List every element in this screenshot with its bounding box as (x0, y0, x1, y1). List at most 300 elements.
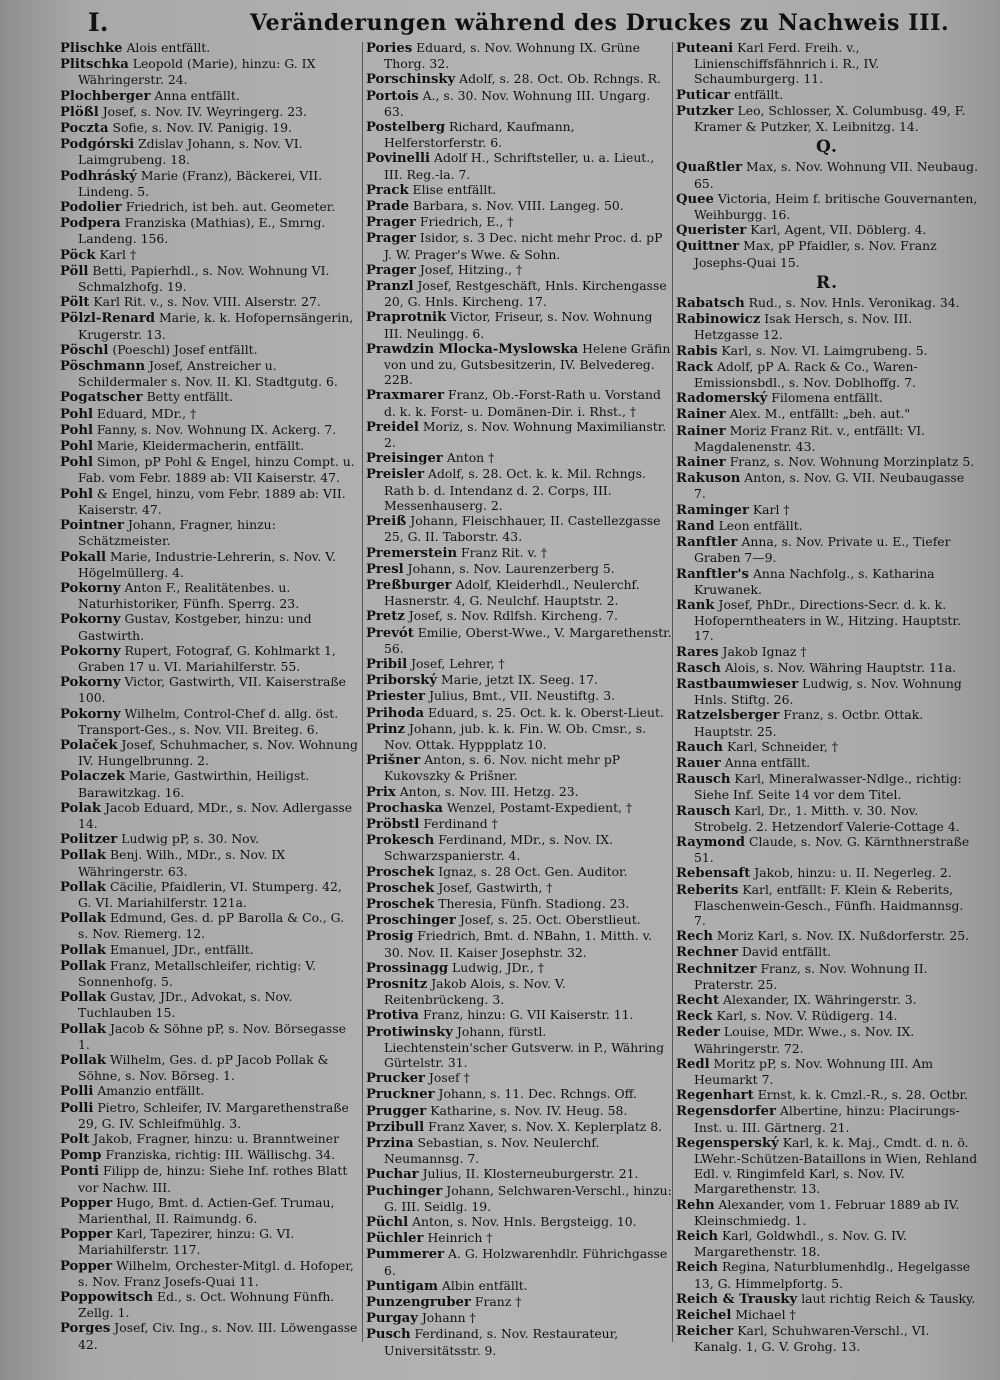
entry-text: Elise entfällt. (412, 181, 497, 197)
directory-entry (366, 341, 672, 388)
directory-entry (366, 182, 672, 198)
directory-entry (676, 1197, 978, 1228)
directory-entry (676, 1087, 978, 1103)
entry-name: Pokorny (60, 675, 121, 691)
entry-name: Rack (676, 359, 713, 375)
entry-name: Puntigam (366, 1278, 438, 1294)
entry-text: Wilhelm, Ges. d. pP Jacob Pollak & Söhne, s. Nov. Börseg. 1. (78, 1052, 329, 1084)
entry-name: Pollak (60, 879, 107, 895)
directory-entry (60, 1083, 358, 1099)
entry-text: Anton F., Realitätenbes. u. Naturhistoriker, Fünfh. Sperrg. 23. (78, 579, 300, 612)
entry-name: Polaček (60, 737, 118, 753)
directory-entry (60, 674, 358, 705)
entry-text: Josef, Anstreicher u. Schildermaler s. Nov. II. Kl. Stadtgutg. 6. (78, 358, 338, 390)
entry-text: Anton, s. Nov. Hnls. Bergsteigg. 10. (412, 1214, 637, 1230)
entry-name: Prosnitz (366, 976, 428, 992)
directory-entry (60, 486, 358, 517)
entry-text: Isak Hersch, s. Nov. III. Hetzgasse 12. (694, 311, 913, 343)
page-title: Veränderungen während des Druckes zu Nachweis III. (250, 10, 950, 36)
directory-entry (60, 1163, 358, 1194)
entry-name: Rausch (676, 803, 731, 819)
entry-text: Karl, s. Nov. V. Rüdigerg. 14. (716, 1008, 898, 1024)
entry-text: Ferdinand † (423, 815, 498, 831)
directory-entry (60, 989, 358, 1020)
entry-text: Emanuel, JDr., entfällt. (110, 941, 254, 957)
entry-text: Alois, s. Nov. Währing Hauptstr. 11a. (724, 659, 957, 675)
entry-name: Poczta (60, 121, 109, 137)
directory-entry (60, 168, 358, 199)
entry-text: Franz Rit. v. † (461, 544, 548, 560)
entry-text: Friedrich, Bmt. d. NBahn, 1. Mitth. v. 30. Nov. II. Kaiser Josephstr. 32. (384, 928, 653, 960)
entry-name: Rastbaumwieser (676, 676, 799, 692)
entry-text: Josef, Civ. Ing., s. Nov. III. Löwengasse 42. (78, 1320, 358, 1352)
directory-entry (676, 928, 978, 944)
directory-entry (676, 1228, 978, 1259)
directory-entry (366, 896, 672, 912)
entry-name: Rares (676, 644, 719, 660)
column-1 (60, 40, 358, 1352)
directory-entry (676, 470, 978, 501)
entry-text: Wilhelm, Orchester-Mitgl. d. Hofoper, s. Nov. Franz Josefs-Quai 11. (78, 1257, 354, 1289)
entry-name: Radomerský (676, 391, 768, 407)
directory-entry (366, 784, 672, 800)
entry-text: Friedrich, ist beh. aut. Geometer. (125, 199, 336, 215)
entry-name: Polaczek (60, 769, 125, 785)
directory-entry (366, 912, 672, 928)
entry-name: Prawdzin Mlocka-Myslowska (366, 341, 579, 357)
entry-text: Helene Gräfin von und zu, Gutsbesitzerin, IV. Belvedereg. 22B. (384, 340, 671, 388)
entry-text: Jacob & Söhne pP, s. Nov. Börsegasse 1. (78, 1020, 346, 1052)
directory-entry (366, 71, 672, 87)
entry-text: Josef, PhDr., Directions-Secr. d. k. k. Hofoperntheaters in W., Hitzing. Hauptstr. 17. (694, 596, 961, 644)
entry-name: Rand (676, 518, 715, 534)
entry-text: Karl, Tapezirer, hinzu: G. VI. Mariahilferstr. 117. (78, 1226, 295, 1258)
directory-entry (676, 406, 978, 422)
entry-name: Pollak (60, 848, 107, 864)
section-letter: Q. (816, 137, 838, 158)
directory-entry (676, 295, 978, 311)
entry-name: Rasch (676, 660, 721, 676)
entry-name: Pomp (60, 1148, 102, 1164)
directory-entry (366, 705, 672, 721)
entry-text: Wenzel, Postamt-Expedient, † (446, 799, 633, 815)
directory-entry (60, 831, 358, 847)
entry-text: Marie (Franz), Bäckerei, VII. Lindeng. 5. (78, 167, 323, 199)
directory-entry (676, 502, 978, 518)
directory-entry (60, 438, 358, 454)
directory-entry (60, 199, 358, 215)
directory-entry (60, 706, 358, 737)
entry-text: Karl, Mineralwasser-Ndlge., richtig: Siehe Inf. Seite 14 vor dem Titel. (694, 771, 962, 803)
entry-name: Pretz (366, 609, 405, 625)
entry-text: Moriz, s. Nov. Wohnung Maximilianstr. 2. (384, 418, 667, 451)
entry-name: Rauch (676, 739, 724, 755)
entry-text: Sofie, s. Nov. IV. Panigig. 19. (112, 120, 292, 136)
entry-name: Pokorny (60, 612, 121, 628)
directory-entry (60, 104, 358, 120)
entry-text: Franz Xaver, s. Nov. X. Keplerplatz 8. (428, 1118, 663, 1134)
entry-text: Moriz Franz Rit. v., entfällt: VI. Magdalenenstr. 43. (694, 422, 926, 454)
directory-entry (676, 644, 978, 660)
entry-text: Alois entfällt. (126, 40, 211, 55)
entry-name: Reck (676, 1009, 713, 1025)
directory-entry (676, 1024, 978, 1055)
directory-entry (366, 800, 672, 816)
directory-entry (60, 611, 358, 642)
directory-entry (366, 625, 672, 656)
directory-entry (676, 1103, 978, 1134)
entry-name: Pohl (60, 486, 93, 502)
directory-entry (60, 1147, 358, 1163)
entry-text: Franz, Metallschleifer, richtig: V. Sonnenhofg. 5. (78, 957, 317, 989)
entry-text: Claude, s. Nov. G. Kärnthnerstraße 51. (694, 833, 970, 866)
entry-name: Pointner (60, 518, 124, 534)
entry-text: Alex. M., entfällt: „beh. aut." (729, 406, 911, 422)
directory-entry (676, 1135, 978, 1197)
entry-name: Pories (366, 41, 413, 56)
directory-entry (366, 1070, 672, 1086)
entry-name: Pröbstl (366, 816, 420, 832)
entry-text: Moritz pP, s. Nov. Wohnung III. Am Heumarkt 7. (694, 1055, 934, 1087)
entry-text: Anton, s. Nov. III. Hetzg. 23. (399, 783, 579, 799)
entry-name: Plochberger (60, 88, 151, 104)
entry-text: Victor, Friseur, s. Nov. Wohnung III. Neulingg. 6. (384, 309, 653, 341)
entry-text: Max, s. Nov. Wohnung VII. Neubaug. 65. (694, 159, 979, 191)
entry-text: Johann, Selchwaren-Verschl., hinzu: G. III. Seidlg. 19. (384, 1182, 672, 1214)
entry-name: Proschek (366, 864, 435, 880)
directory-entry (676, 597, 978, 644)
entry-text: Leopold (Marie), hinzu: G. IX Währingerstr. 24. (78, 56, 316, 88)
directory-entry (366, 577, 672, 608)
entry-name: Rank (676, 597, 715, 613)
entry-name: Pribil (366, 656, 408, 672)
directory-entry (60, 879, 358, 910)
entry-text: Ernst, k. k. Cmzl.-R., s. 28. Octbr. (757, 1087, 969, 1103)
entry-name: Rabatsch (676, 296, 745, 312)
entry-name: Porschinsky (366, 72, 456, 88)
directory-entry (676, 771, 978, 802)
entry-name: Recht (676, 992, 720, 1008)
entry-text: Alexander, vom 1. Februar 1889 ab IV. Kleinschmiedg. 1. (694, 1196, 960, 1228)
directory-entry (60, 1052, 358, 1083)
entry-text: Franz, s. Octbr. Ottak. Hauptstr. 25. (694, 707, 924, 739)
entry-text: Marie, Gastwirthin, Heiligst. Barawitzkag. 16. (78, 768, 310, 800)
entry-name: Punzengruber (366, 1295, 471, 1311)
entry-name: Prager (366, 215, 416, 231)
directory-entry (676, 961, 978, 992)
directory-entry (60, 389, 358, 405)
entry-name: Priborský (366, 673, 438, 689)
entry-name: Prevót (366, 625, 414, 641)
entry-text: Cäcilie, Pfaidlerin, VI. Stumperg. 42, G. VI. Mariahilferstr. 121a. (78, 878, 342, 910)
directory-entry (366, 1230, 672, 1246)
entry-name: Prišner (366, 753, 421, 769)
entry-text: Adolf, s. 28. Oct. k. k. Mil. Rchngs. Rath b. d. Intendanz d. 2. Corps, III. Messenhauserg. 2. (384, 466, 646, 513)
entry-name: Püchl (366, 1215, 409, 1231)
directory-entry (676, 1307, 978, 1323)
entry-name: Ranftler's (676, 566, 749, 582)
entry-name: Plößl (60, 104, 99, 120)
directory-entry (366, 1246, 672, 1277)
entry-name: Proschinger (366, 913, 456, 929)
entry-name: Redl (676, 1056, 710, 1072)
entry-text: Adolf, s. 28. Oct. Ob. Rchngs. R. (459, 71, 661, 87)
directory-entry (366, 721, 672, 752)
entry-name: Prinz (366, 721, 405, 737)
entry-name: Plitschka (60, 57, 129, 73)
directory-entry (60, 910, 358, 941)
entry-name: Puchar (366, 1167, 419, 1183)
entry-text: Johann, Fleischhauer, II. Castellezgasse 25, G. II. Taborstr. 43. (384, 513, 661, 545)
entry-text: Benj. Wilh., MDr., s. Nov. IX Währingerstr. 63. (78, 847, 286, 879)
entry-text: Ferdinand, s. Nov. Restaurateur, Universitätsstr. 9. (384, 1326, 619, 1358)
directory-entry (676, 566, 978, 597)
entry-name: Puticar (676, 87, 731, 103)
entry-name: Rebensaft (676, 866, 751, 882)
entry-text: Moriz Karl, s. Nov. IX. Nußdorferstr. 25. (716, 928, 970, 944)
entry-text: Marie, Kleidermacherin, entfällt. (96, 438, 305, 454)
entry-text: Josef, s. Nov. Rdlfsh. Kircheng. 7. (408, 608, 618, 624)
directory-entry (676, 311, 978, 342)
directory-entry (676, 755, 978, 771)
entry-name: Reich (676, 1229, 718, 1245)
entry-name: Presl (366, 561, 404, 577)
directory-entry (60, 247, 358, 263)
entry-text: Leon entfällt. (718, 517, 803, 533)
entry-text: Josef, Gastwirth, † (438, 879, 553, 895)
directory-entry (676, 390, 978, 406)
entry-name: Politzer (60, 832, 118, 848)
entry-text: Josef, Restgeschäft, Hnls. Kirchengasse 20, G. Hnls. Kircheng. 17. (384, 278, 667, 310)
entry-name: Preisinger (366, 451, 443, 467)
entry-name: Prosig (366, 929, 414, 945)
entry-name: Rechner (676, 945, 738, 961)
entry-name: Przibull (366, 1119, 425, 1135)
directory-entry (676, 1323, 978, 1354)
directory-entry (676, 992, 978, 1008)
entry-name: Prossinagg (366, 960, 449, 976)
entry-name: Preisler (366, 467, 425, 483)
directory-entry (366, 656, 672, 672)
entry-text: Marie, Industrie-Lehrerin, s. Nov. V. Högelmüllerg. 4. (78, 548, 336, 580)
entry-name: Reich (676, 1260, 718, 1276)
directory-entry (366, 688, 672, 704)
entry-text: Fanny, s. Nov. Wohnung IX. Ackerg. 7. (96, 421, 337, 437)
entry-text: Filomena entfällt. (771, 390, 883, 406)
entry-text: Amanzio entfällt. (97, 1083, 205, 1099)
directory-entry (366, 387, 672, 418)
directory-entry (366, 309, 672, 340)
directory-entry (366, 1183, 672, 1214)
entry-text: Franz, s. Nov. Wohnung Morzinplatz 5. (729, 454, 975, 470)
entry-text: Pietro, Schleifer, IV. Margarethenstraße 29, G. IV. Schleifmühlg. 3. (78, 1099, 349, 1131)
entry-text: Josef, s. 25. Oct. Oberstlieut. (459, 912, 641, 928)
entry-name: Pollak (60, 1053, 107, 1068)
entry-text: A., s. 30. Nov. Wohnung III. Ungarg. 63. (384, 87, 651, 119)
column-3 (676, 40, 978, 1355)
entry-name: Regenhart (676, 1088, 754, 1104)
directory-entry (366, 1294, 672, 1310)
directory-entry (676, 343, 978, 359)
directory-entry (60, 120, 358, 136)
entry-name: Rainer (676, 407, 726, 423)
entry-text: Jakob Alois, s. Nov. V. Reitenbrückeng. 3. (384, 975, 566, 1008)
section-letter: R. (815, 272, 839, 293)
entry-text: Ludwig, JDr., † (452, 959, 545, 975)
entry-name: Püchler (366, 1231, 424, 1247)
directory-entry (366, 419, 672, 450)
directory-entry (366, 278, 672, 309)
entry-text: Franz, s. Nov. Wohnung II. Praterstr. 25. (694, 960, 928, 992)
entry-name: Preßburger (366, 577, 452, 593)
directory-entry (676, 739, 978, 755)
entry-name: Pokall (60, 549, 107, 565)
directory-entry (60, 56, 358, 87)
entry-name: Porges (60, 1321, 111, 1337)
entry-name: Querister (676, 223, 747, 239)
entry-text: Filipp de, hinzu: Siehe Inf. rothes Blatt vor Nachw. III. (78, 1163, 348, 1195)
entry-name: Reberits (676, 882, 739, 898)
entry-name: Podpera (60, 216, 121, 232)
entry-name: Pruckner (366, 1087, 435, 1103)
entry-text: Richard, Kaufmann, Helferstorferstr. 6. (384, 119, 575, 151)
directory-entry (366, 150, 672, 181)
directory-entry (366, 119, 672, 150)
directory-entry (366, 545, 672, 561)
directory-entry (366, 1086, 672, 1102)
directory-entry (60, 737, 358, 768)
entry-name: Regensperský (676, 1135, 779, 1151)
directory-entry (366, 976, 672, 1007)
entry-text: Franziska (Mathias), E., Smrng. Landeng. 156. (78, 215, 326, 247)
directory-entry (60, 422, 358, 438)
directory-entry (60, 342, 358, 358)
directory-entry (366, 1166, 672, 1182)
entry-name: Pöll (60, 263, 89, 279)
directory-entry (676, 423, 978, 454)
directory-entry (60, 1258, 358, 1289)
directory-entry (60, 800, 358, 831)
entry-name: Pohl (60, 455, 93, 471)
entry-text: Adolf H., Schriftsteller, u. a. Lieut., III. Reg.-la. 7. (384, 150, 655, 182)
entry-text: Barbara, s. Nov. VIII. Langeg. 50. (412, 198, 624, 214)
entry-name: Quaßtler (676, 160, 743, 176)
entry-text: Franziska, richtig: III. Wällischg. 34. (105, 1147, 336, 1163)
entry-text: Josef, Lehrer, † (411, 655, 505, 671)
entry-name: Pokorny (60, 643, 121, 659)
directory-entry (676, 865, 978, 881)
directory-entry (366, 1024, 672, 1071)
entry-name: Popper (60, 1258, 113, 1274)
directory-entry (60, 454, 358, 485)
entry-name: Putzker (676, 103, 734, 119)
entry-name: Preiß (366, 514, 407, 530)
entry-text: David entfällt. (741, 944, 832, 960)
entry-name: Rech (676, 929, 713, 945)
directory-entry (366, 450, 672, 466)
entry-name: Podolier (60, 200, 122, 216)
directory-entry (366, 928, 672, 959)
directory-entry (60, 1100, 358, 1131)
entry-text: Adolf, Kleiderhdl., Neulerchf. Hasnerstr. 4, G. Neulchf. Hauptstr. 2. (384, 576, 640, 609)
entry-text: A. G. Holzwarenhdlr. Führichgasse 6. (384, 1246, 668, 1278)
entry-name: Pogatscher (60, 390, 143, 406)
directory-entry (676, 882, 978, 929)
entry-text: Jakob, Fragner, hinzu: u. Branntweiner (93, 1131, 340, 1147)
entry-text: Karl, Agent, VII. Döblerg. 4. (750, 222, 927, 238)
entry-name: Prihoda (366, 705, 425, 721)
directory-entry (676, 803, 978, 834)
entry-text: Leo, Schlosser, X. Columbusg. 49, F. Kramer & Putzker, X. Leibnitzg. 14. (694, 102, 966, 135)
directory-entry (366, 1214, 672, 1230)
directory-entry (60, 847, 358, 878)
entry-text: Gustav, JDr., Advokat, s. Nov. Tuchlauben 15. (78, 989, 293, 1021)
directory-entry (366, 1135, 672, 1166)
directory-entry (676, 1259, 978, 1290)
entry-name: Polt (60, 1132, 90, 1148)
entry-name: Protiwinsky (366, 1024, 453, 1040)
directory-entry (366, 960, 672, 976)
entry-name: Pusch (366, 1327, 411, 1343)
entry-text: Franz † (474, 1294, 522, 1310)
entry-name: Rakuson (676, 471, 741, 487)
directory-entry (366, 88, 672, 119)
entry-text: Gustav, Kostgeber, hinzu: und Gastwirth. (78, 611, 312, 643)
column-divider (362, 42, 363, 1342)
entry-text: Adolf, pP A. Rack & Co., Waren-Emissionsbdl., s. Nov. Doblhoffg. 7. (694, 358, 918, 391)
entry-text: Michael † (735, 1307, 796, 1323)
entry-name: Ratzelsberger (676, 708, 780, 724)
entry-name: Pummerer (366, 1247, 445, 1263)
entry-text: Rud., s. Nov. Hnls. Veronikag. 34. (748, 295, 960, 311)
entry-text: Anton, s. 6. Nov. nicht mehr pP Kukovszky & Prišner. (384, 752, 621, 784)
entry-name: Rabinowicz (676, 312, 761, 328)
entry-text: Eduard, s. Nov. Wohnung IX. Grüne Thorg. 32. (384, 40, 640, 72)
entry-text: Johann † (421, 1310, 476, 1326)
directory-entry (60, 40, 358, 56)
entry-name: Prucker (366, 1071, 425, 1087)
entry-name: Proschek (366, 896, 435, 912)
directory-entry (60, 1021, 358, 1052)
entry-name: Proschek (366, 880, 435, 896)
directory-entry (676, 238, 978, 269)
entry-text: Hugo, Bmt. d. Actien-Gef. Trumau, Marienthal, II. Raimundg. 6. (78, 1194, 335, 1227)
entry-name: Reicher (676, 1324, 734, 1340)
entry-text: Josef † (428, 1070, 470, 1086)
directory-entry (366, 198, 672, 214)
entry-text: Marie, jetzt IX. Seeg. 17. (441, 672, 599, 688)
entry-text: Karl Rit. v., s. Nov. VIII. Alserstr. 27. (93, 294, 321, 310)
entry-name: Plischke (60, 41, 123, 56)
entry-name: Pollak (60, 942, 107, 958)
entry-text: Zdislav Johann, s. Nov. VI. Laimgrubeng. 18. (78, 136, 303, 168)
entry-text: Anton † (446, 450, 495, 466)
entry-text: Ed., s. Oct. Wohnung Fünfh. Zellg. 1. (78, 1289, 335, 1321)
entry-name: Popper (60, 1227, 113, 1243)
directory-entry (676, 191, 978, 222)
entry-text: Karl, s. Nov. VI. Laimgrubeng. 5. (721, 342, 928, 358)
entry-name: Rauer (676, 755, 721, 771)
directory-entry (60, 517, 358, 548)
entry-text: Franz, Ob.-Forst-Rath u. Vorstand d. k. k. Forst- u. Domänen-Dir. i. Rhst., † (384, 387, 661, 419)
entry-name: Reder (676, 1025, 720, 1041)
entry-text: Isidor, s. 3 Dec. nicht mehr Proc. d. pP J. W. Prager's Wwe. & Sohn. (384, 230, 663, 262)
directory-entry (366, 1103, 672, 1119)
entry-text: Anna Nachfolg., s. Katharina Kruwanek. (694, 565, 935, 597)
entry-text: Anna entfällt. (154, 87, 240, 103)
directory-entry (366, 1119, 672, 1135)
entry-text: Jakob Ignaz † (722, 643, 807, 659)
